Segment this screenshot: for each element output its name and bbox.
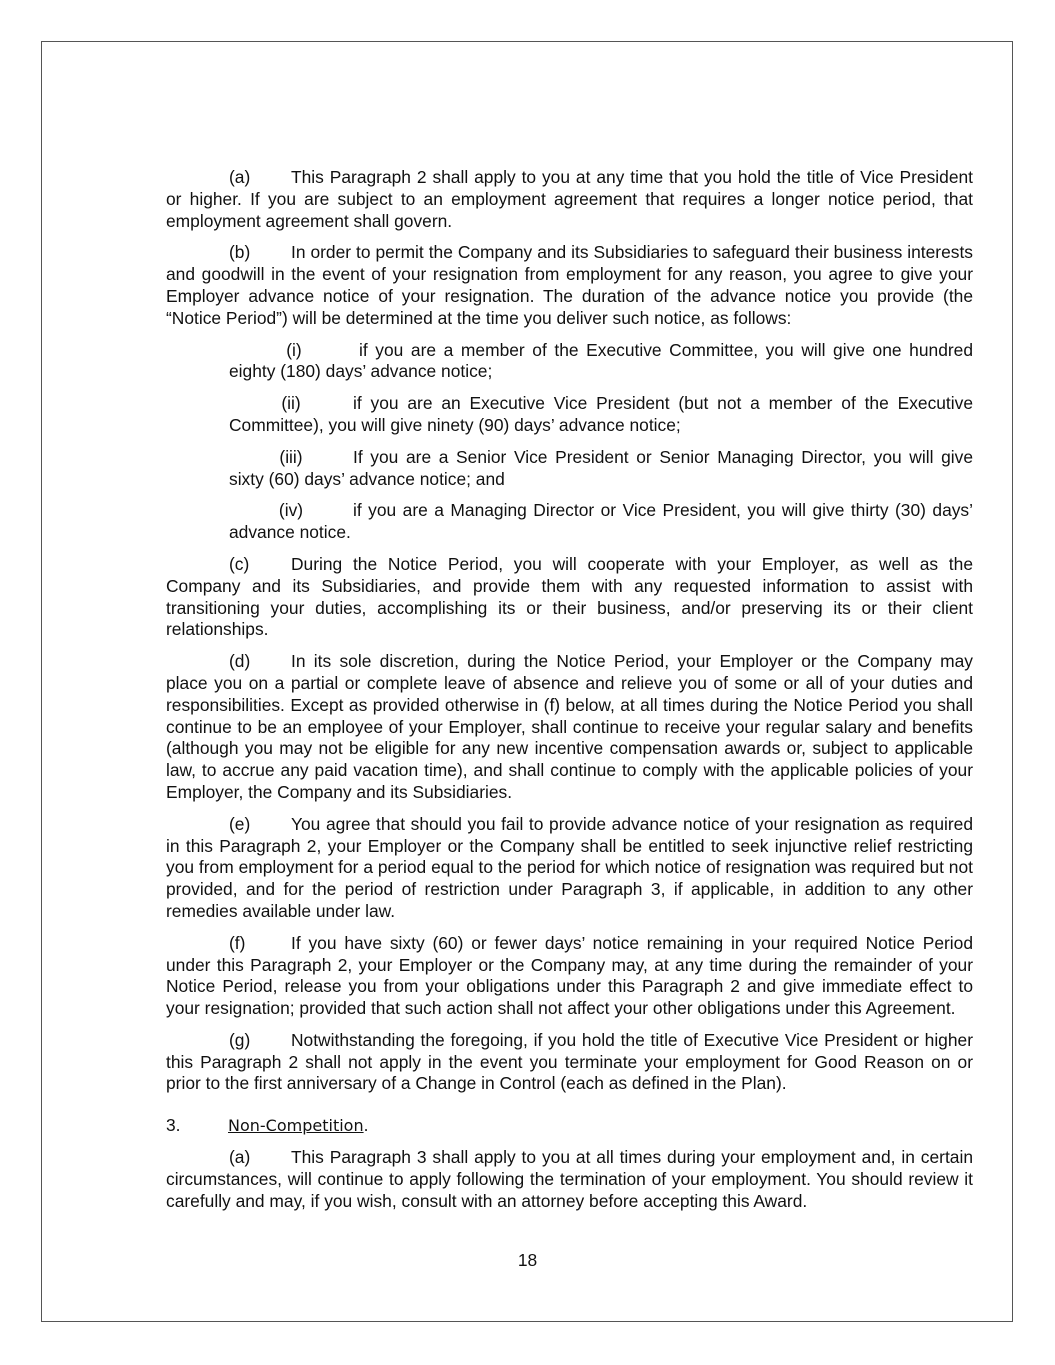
paragraph-text: During the Notice Period, you will cooperate with your Employer, as well as the Company and its Subsidiaries, and provide them with any requested information to assist with transitioning your duties, accomplishing its or their business, and/or preserving its or their client relationships. bbox=[166, 553, 973, 640]
subparagraph-iii bbox=[229, 447, 973, 491]
paragraph-text: In its sole discretion, during the Notice Period, your Employer or the Company may place you on a partial or complete leave of absence and relieve you of some or all of your duties and responsibilities. Except as provided otherwise in (f) below, at all times during the Notice Period you shall continue to be an employee of your Employer, shall continue to receive your regular salary and benefits (although you may not be eligible for any new incentive compensation awards or, subject to applicable law, to accrue any paid vacation time), and shall continue to comply with the applicable policies of your Employer, the Company and its Subsidiaries. bbox=[166, 651, 973, 802]
subparagraph-ii bbox=[229, 393, 973, 437]
paragraph-text: You agree that should you fail to provide advance notice of your resignation as required in this Paragraph 2, your Employer or the Company shall be entitled to seek injunctive relief restricting you from employment for a period equal to the period for which notice of resignation was required but not provided, and for the period of restriction under Paragraph 3, if applicable, in addition to any other remedies available under law. bbox=[166, 813, 973, 921]
section-title-suffix: . bbox=[363, 1115, 369, 1136]
paragraph-text: This Paragraph 2 shall apply to you at any time that you hold the title of Vice President or higher. If you are subject to an employment agreement that requires a longer notice period, that employment agreement shall govern. bbox=[166, 167, 973, 231]
page-number: 18 bbox=[517, 1250, 538, 1270]
paragraph-label: (g) bbox=[229, 1029, 251, 1050]
paragraph-d bbox=[166, 651, 973, 804]
paragraph-label: (a) bbox=[229, 1147, 251, 1168]
paragraph-c bbox=[166, 554, 973, 641]
section3-paragraph-a bbox=[166, 1147, 973, 1212]
subparagraph-text: if you are a Managing Director or Vice President, you will give thirty (30) days’ advance notice. bbox=[229, 500, 973, 543]
paragraph-text: Notwithstanding the foregoing, if you hold the title of Executive Vice President or higher this Paragraph 2 shall not apply in the event you terminate your employment for Good Reason on or prior to the first anniversary of a Change in Control (each as defined in the Plan). bbox=[166, 1029, 973, 1094]
paragraph-label: (e) bbox=[229, 813, 251, 834]
paragraph-e bbox=[166, 814, 973, 923]
subparagraph-text: if you are an Executive Vice President (but not a member of the Executive Committee), you will give ninety (90) days’ advance notice; bbox=[229, 393, 973, 435]
paragraph-f bbox=[166, 933, 973, 1020]
subparagraph-text: If you are a Senior Vice President or Senior Managing Director, you will give sixty (60) days’ advance notice; and bbox=[229, 446, 973, 489]
document-page bbox=[41, 41, 1013, 1322]
paragraph-label: (c) bbox=[229, 553, 250, 574]
paragraph-a bbox=[166, 167, 973, 232]
subparagraph-text: if you are a member of the Executive Committee, you will give one hundred eighty (180) days’ advance notice; bbox=[229, 339, 973, 382]
paragraph-label: (d) bbox=[229, 651, 251, 672]
document-body bbox=[166, 167, 973, 1222]
section-title: Non-Competition bbox=[228, 1116, 364, 1136]
paragraph-text: If you have sixty (60) or fewer days’ notice remaining in your required Notice Period under this Paragraph 2, your Employer or the Company may, at any time during the remainder of your Notice Period, release you from your obligations under this Paragraph 2 and give immediate effect to your resignation; provided that such action shall not affect your other obligations under this Agreement. bbox=[166, 932, 973, 1019]
paragraph-label: (f) bbox=[229, 932, 246, 953]
subparagraph-iv bbox=[229, 500, 973, 544]
subparagraph-label: (ii) bbox=[281, 393, 301, 414]
paragraph-text: In order to permit the Company and its Subsidiaries to safeguard their business interests and goodwill in the event of your resignation from employment for any reason, you agree to give your Employer advance notice of your resignation. The duration of the advance notice you provide (the “Notice Period”) will be determined at the time you deliver such notice, as follows: bbox=[166, 242, 973, 328]
paragraph-b bbox=[166, 242, 973, 329]
subparagraph-label: (iii) bbox=[279, 446, 303, 467]
subparagraph-label: (iv) bbox=[278, 500, 304, 521]
paragraph-text: This Paragraph 3 shall apply to you at all times during your employment and, in certain circumstances, will continue to apply following the termination of your employment. You should review it carefully and may, if you wish, consult with an attorney before accepting this Award. bbox=[166, 1147, 973, 1211]
paragraph-g bbox=[166, 1030, 973, 1095]
section-heading bbox=[166, 1115, 973, 1137]
subparagraph-label: (i) bbox=[286, 339, 302, 360]
paragraph-label: (a) bbox=[229, 167, 251, 187]
section-number: 3. bbox=[166, 1115, 181, 1136]
subparagraph-i bbox=[229, 340, 973, 384]
paragraph-label: (b) bbox=[229, 242, 251, 263]
